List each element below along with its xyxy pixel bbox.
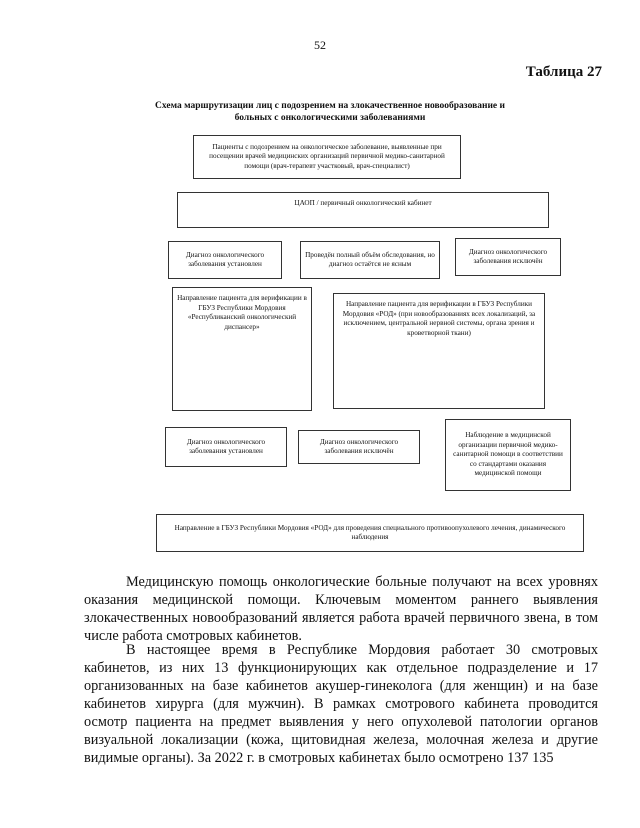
table-label: Таблица 27 bbox=[525, 64, 602, 80]
box-patients bbox=[193, 135, 461, 179]
box-diag-confirmed-1 bbox=[168, 241, 282, 279]
box-patients-text: Пациенты с подозрением на онкологическое заболевание, выявленные при посещении врачей медицинских организаций первичной медико-санитарной помощи (врач-терапевт участковый, врач-специалист) bbox=[209, 142, 445, 170]
box-diag-excluded-2-text: Диагноз онкологического заболевания исключён bbox=[319, 437, 399, 455]
box-diag-excluded-1 bbox=[455, 238, 561, 276]
box-referral-rod-all bbox=[333, 293, 545, 409]
box-diag-confirmed-1-text: Диагноз онкологического заболевания установлен bbox=[185, 250, 265, 268]
box-referral-dispensary bbox=[172, 287, 312, 411]
box-final-referral bbox=[156, 514, 584, 552]
box-full-exam-text: Проведён полный объём обследования, но диагноз остаётся не ясным bbox=[305, 250, 435, 268]
box-referral-rod-all-text: Направление пациента для верификации в ГБУЗ Республики Мордовия «РОД» (при новообразованиях всех локализаций, за исключением, центральной нервной системы, органа зрения и кроветворной ткани) bbox=[342, 300, 536, 337]
box-full-exam bbox=[300, 241, 440, 279]
paragraph-1: Медицинскую помощь онкологические больные получают на всех уровнях оказания медицинской помощи. Ключевым моментом раннего выявления злокачественных новообразований является работа врачей первичного звена, в том числе работа смотровых кабинетов. bbox=[84, 574, 598, 644]
box-diag-excluded-2 bbox=[298, 430, 420, 464]
box-observation bbox=[445, 419, 571, 491]
scheme-title: Схема маршрутизации лиц с подозрением на злокачественное новообразование и больных с онкологическими заболеваниями bbox=[155, 101, 505, 123]
page-number: 52 bbox=[314, 38, 326, 52]
box-diag-excluded-1-text: Диагноз онкологического заболевания исключён bbox=[468, 247, 548, 265]
box-observation-text: Наблюдение в медицинской организации первичной медико-санитарной помощи в соответствии со стандартами оказания медицинской помощи bbox=[453, 431, 563, 478]
box-referral-dispensary-text: Направление пациента для верификации в ГБУЗ Республики Мордовия «Республиканский онкологический диспансер» bbox=[177, 294, 307, 331]
box-diag-confirmed-2 bbox=[165, 427, 287, 467]
box-tsaop bbox=[177, 192, 549, 228]
box-diag-confirmed-2-text: Диагноз онкологического заболевания установлен bbox=[186, 437, 266, 455]
box-final-referral-text: Направление в ГБУЗ Республики Мордовия «РОД» для проведения специального противоопухолевого лечения, динамического наблюдения bbox=[174, 523, 566, 541]
paragraph-2: В настоящее время в Республике Мордовия работает 30 смотровых кабинетов, из них 13 функционирующих как отдельное подразделение и 17 организованных на базе кабинетов акушер-гинеколога (для женщин) и на базе кабинетов хирурга (для мужчин). В рамках смотрового кабинета проводится осмотр пациента на предмет выявления у него опухолевой патологии органов визуальной локализации (кожа, щитовидная железа, молочная железа и другие видимые органы). За 2022 г. в смотровых кабинетах было осмотрено 137 135 bbox=[84, 642, 598, 766]
box-tsaop-text: ЦАОП / первичный онкологический кабинет bbox=[294, 199, 432, 207]
